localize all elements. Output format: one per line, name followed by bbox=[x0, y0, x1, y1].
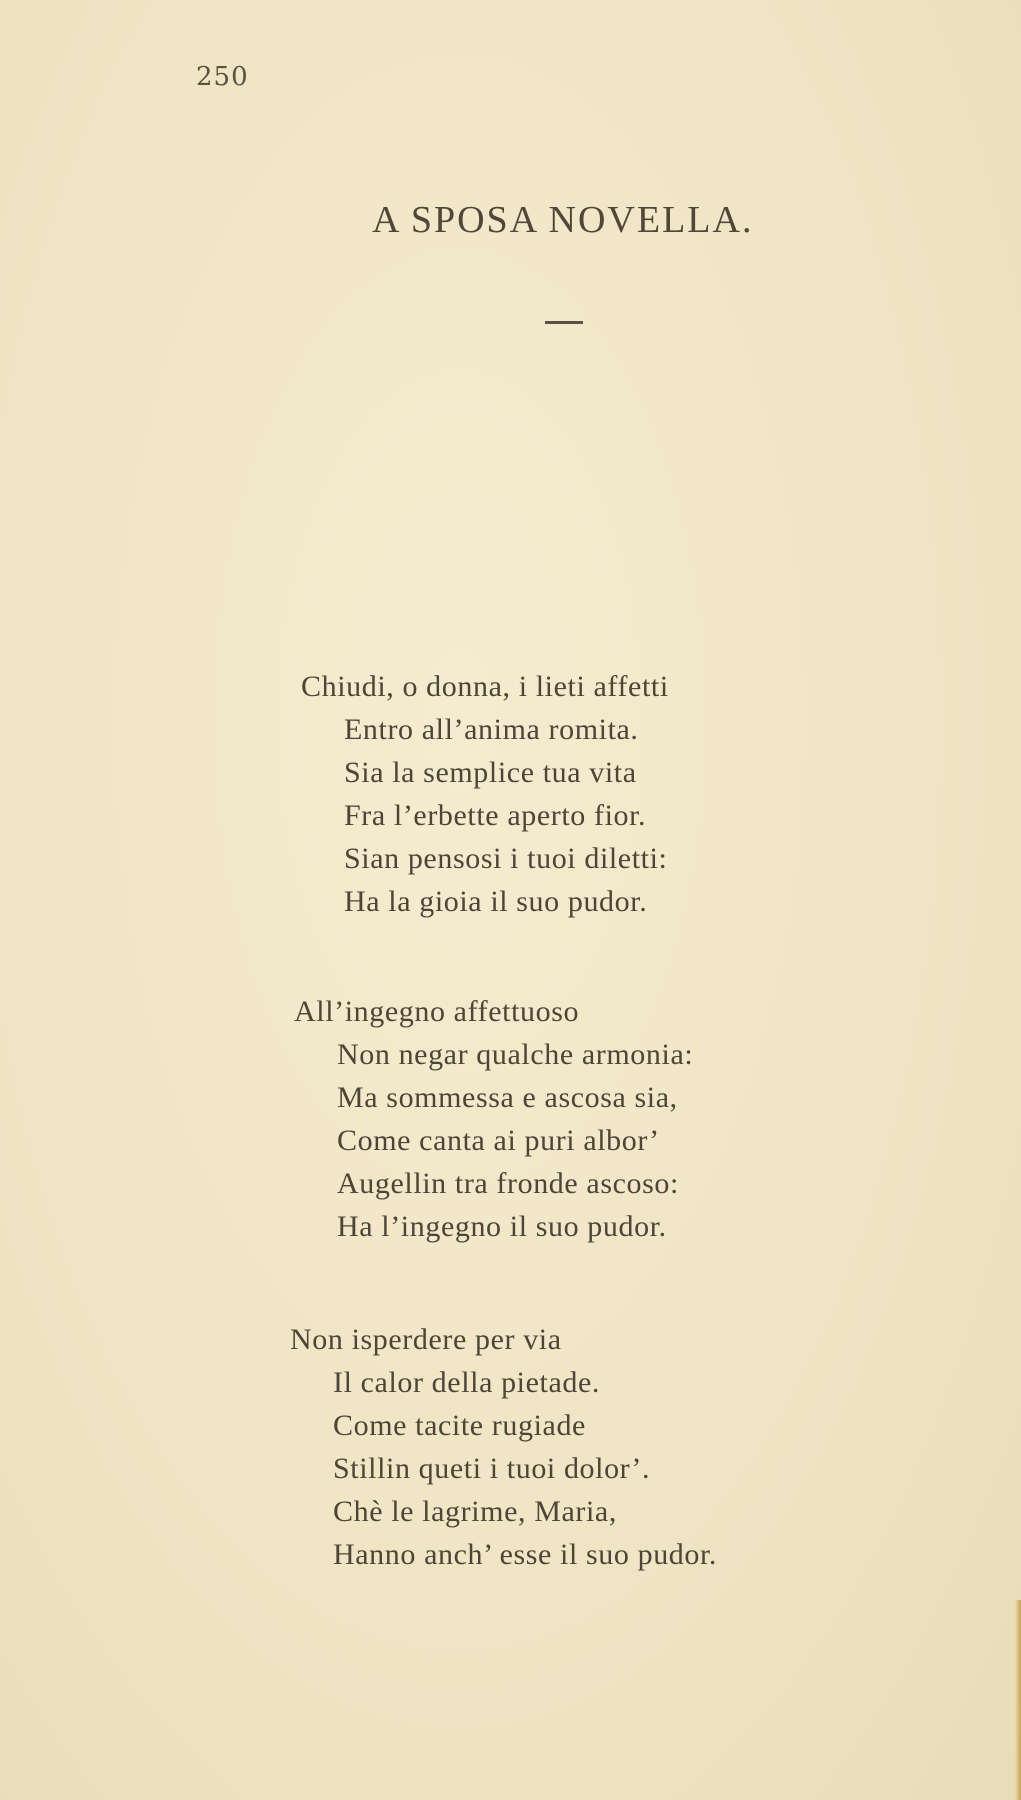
verse-line: Stillin queti i tuoi dolor’. bbox=[333, 1452, 651, 1485]
stanza-3 bbox=[290, 1318, 717, 1576]
stanza-1 bbox=[301, 665, 669, 923]
title-divider bbox=[545, 321, 583, 324]
page-edge-shadow bbox=[1015, 1600, 1021, 1800]
verse-line: Chiudi, o donna, i lieti affetti bbox=[301, 670, 669, 703]
verse-line: Non isperdere per via bbox=[290, 1323, 562, 1356]
poem-title: A SPOSA NOVELLA. bbox=[372, 199, 754, 241]
verse-line: Fra l’erbette aperto fior. bbox=[344, 799, 647, 832]
page-number: 250 bbox=[196, 62, 249, 92]
verse-line: All’ingegno affettuoso bbox=[294, 995, 580, 1028]
verse-line: Ha la gioia il suo pudor. bbox=[344, 885, 648, 918]
verse-line: Chè le lagrime, Maria, bbox=[333, 1495, 617, 1528]
verse-line: Ha l’ingegno il suo pudor. bbox=[337, 1210, 667, 1243]
verse-line: Sian pensosi i tuoi diletti: bbox=[344, 842, 668, 875]
stanza-2 bbox=[294, 990, 693, 1248]
verse-line: Come tacite rugiade bbox=[333, 1409, 586, 1442]
verse-line: Sia la semplice tua vita bbox=[344, 756, 637, 789]
verse-line: Non negar qualche armonia: bbox=[337, 1038, 694, 1071]
verse-line: Ma sommessa e ascosa sia, bbox=[337, 1081, 678, 1114]
verse-line: Entro all’anima romita. bbox=[344, 713, 639, 746]
verse-line: Augellin tra fronde ascoso: bbox=[337, 1167, 679, 1200]
verse-line: Il calor della pietade. bbox=[333, 1366, 600, 1399]
verse-line: Hanno anch’ esse il suo pudor. bbox=[333, 1538, 718, 1571]
verse-line: Come canta ai puri albor’ bbox=[337, 1124, 660, 1157]
